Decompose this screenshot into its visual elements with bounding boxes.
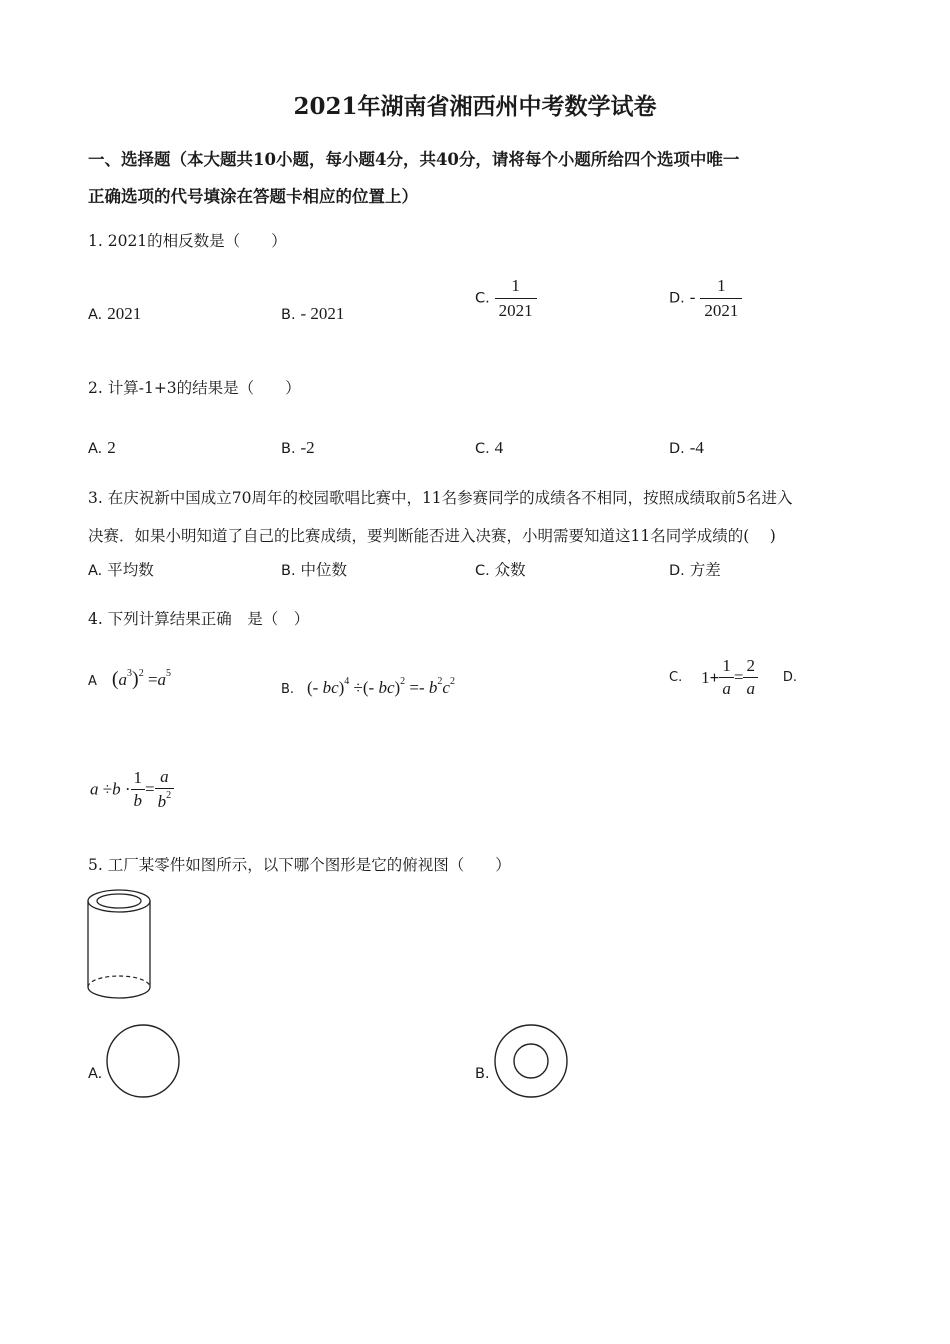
q3-option-b-label: B. (281, 563, 296, 579)
q4-option-d-label: D. (782, 670, 798, 685)
q3-option-b-text: 中位数 (300, 561, 348, 579)
q4-option-d[interactable]: a ÷b · $\frac{1}{b}$ = $\frac{a}{b^2}$ (90, 767, 174, 812)
q1-option-b[interactable] (281, 304, 344, 324)
q2-option-a[interactable] (88, 438, 116, 458)
q1-option-a[interactable] (88, 304, 141, 324)
q2-option-d[interactable] (669, 438, 704, 458)
q4-option-b-label: B. (281, 682, 295, 697)
q1-option-d[interactable] (669, 276, 742, 321)
q4-option-c-frac2: $\frac{2}{a}$ (743, 656, 758, 699)
q3-option-d-label: D. (669, 563, 685, 579)
q4-option-a[interactable] (88, 668, 171, 691)
q2-option-b-label: B. (281, 441, 296, 457)
q4-option-c-formula: 1+ (701, 667, 720, 687)
q3-option-d[interactable] (669, 558, 721, 580)
q1-option-c-denominator: 2021 (495, 298, 537, 321)
q3-stem-line1: 3. 在庆祝新中国成立70周年的校园歌唱比赛中，11名参赛同学的成绩各不相同，按照成绩取前5名进入 (88, 489, 793, 507)
q4-option-b[interactable] (281, 676, 455, 698)
q2-option-d-label: D. (669, 441, 685, 457)
q1-option-b-text: - 2021 (300, 304, 345, 323)
q5-option-a-circle-figure[interactable] (104, 1022, 182, 1100)
q1-option-d-sign: - (689, 287, 696, 307)
section-header-line1: 一、选择题（本大题共10小题，每小题4分，共40分，请将每个小题所给四个选项中唯一 (88, 150, 740, 169)
q1-option-c-fraction (495, 276, 537, 321)
q3-stem-line2: 决赛．如果小明知道了自己的比赛成绩，要判断能否进入决赛，小明需要知道这11名同学成绩的( ) (88, 527, 776, 545)
q1-option-c-numerator: 1 (511, 276, 520, 295)
q4-option-d-frac1: $\frac{1}{b}$ (131, 768, 146, 811)
q5-option-a[interactable] (88, 1064, 102, 1082)
q3-option-d-text: 方差 (689, 561, 721, 579)
q2-option-a-text: 2 (107, 438, 116, 457)
q1-stem: 1. 2021的相反数是（ ） (88, 232, 287, 250)
page-title: 2021年湖南省湘西州中考数学试卷 (293, 93, 657, 120)
q4-option-c[interactable]: C. 1+ $\frac{1}{a}$ = $\frac{2}{a}$ D. (669, 656, 798, 698)
q2-option-d-text: -4 (689, 438, 704, 457)
q1-option-d-fraction (700, 276, 742, 321)
q4-option-d-frac2: $\frac{a}{b^2}$ (155, 767, 175, 812)
q4-option-b-formula: (- bc)$^4$ ÷(- $bc)^2 =- b^2c^2$ (307, 676, 455, 697)
section-header-line2: 正确选项的代号填涂在答题卡相应的位置上） (88, 187, 418, 206)
q4-option-c-label: C. (669, 670, 683, 685)
q4-stem: 4. 下列计算结果正确 是（ ） (88, 610, 310, 628)
q3-option-b[interactable] (281, 558, 347, 580)
q2-option-c[interactable] (475, 438, 503, 458)
q3-option-c-label: C. (475, 563, 490, 579)
q5-option-b-ring-figure[interactable] (492, 1022, 570, 1100)
q4-option-a-label: A (88, 674, 97, 689)
q4-option-a-formula: $(a^3)^2 =a^5$ (111, 668, 172, 690)
q2-option-a-label: A. (88, 441, 103, 457)
q2-option-b-text: -2 (300, 438, 315, 457)
q1-option-c[interactable] (475, 276, 537, 321)
q1-option-d-label: D. (669, 290, 685, 307)
cylinder-part-figure (82, 884, 156, 1004)
q2-option-c-label: C. (475, 441, 490, 457)
q4-option-c-frac1: $\frac{1}{a}$ (719, 656, 734, 699)
q1-option-a-label: A. (88, 307, 103, 323)
q2-stem: 2. 计算-1+3的结果是（ ） (88, 379, 301, 397)
q5-stem: 5. 工厂某零件如图所示，以下哪个图形是它的俯视图（ ） (88, 856, 511, 874)
q1-option-d-denominator: 2021 (700, 298, 742, 321)
q3-option-c-text: 众数 (494, 561, 526, 579)
q3-option-a[interactable] (88, 558, 154, 580)
q3-option-c[interactable] (475, 558, 526, 580)
q1-option-d-numerator: 1 (717, 276, 726, 295)
q1-option-c-label: C. (475, 290, 490, 307)
q5-option-a-label: A. (88, 1066, 103, 1082)
q4-option-d-formula: a ÷b · (90, 779, 131, 799)
q1-option-a-text: 2021 (107, 304, 142, 323)
q5-option-b[interactable] (475, 1064, 490, 1082)
q3-option-a-label: A. (88, 563, 103, 579)
q3-option-a-text: 平均数 (107, 561, 154, 579)
q2-option-b[interactable] (281, 438, 315, 458)
q2-option-c-text: 4 (494, 438, 504, 457)
q5-option-b-label: B. (475, 1066, 490, 1082)
q1-option-b-label: B. (281, 307, 296, 323)
